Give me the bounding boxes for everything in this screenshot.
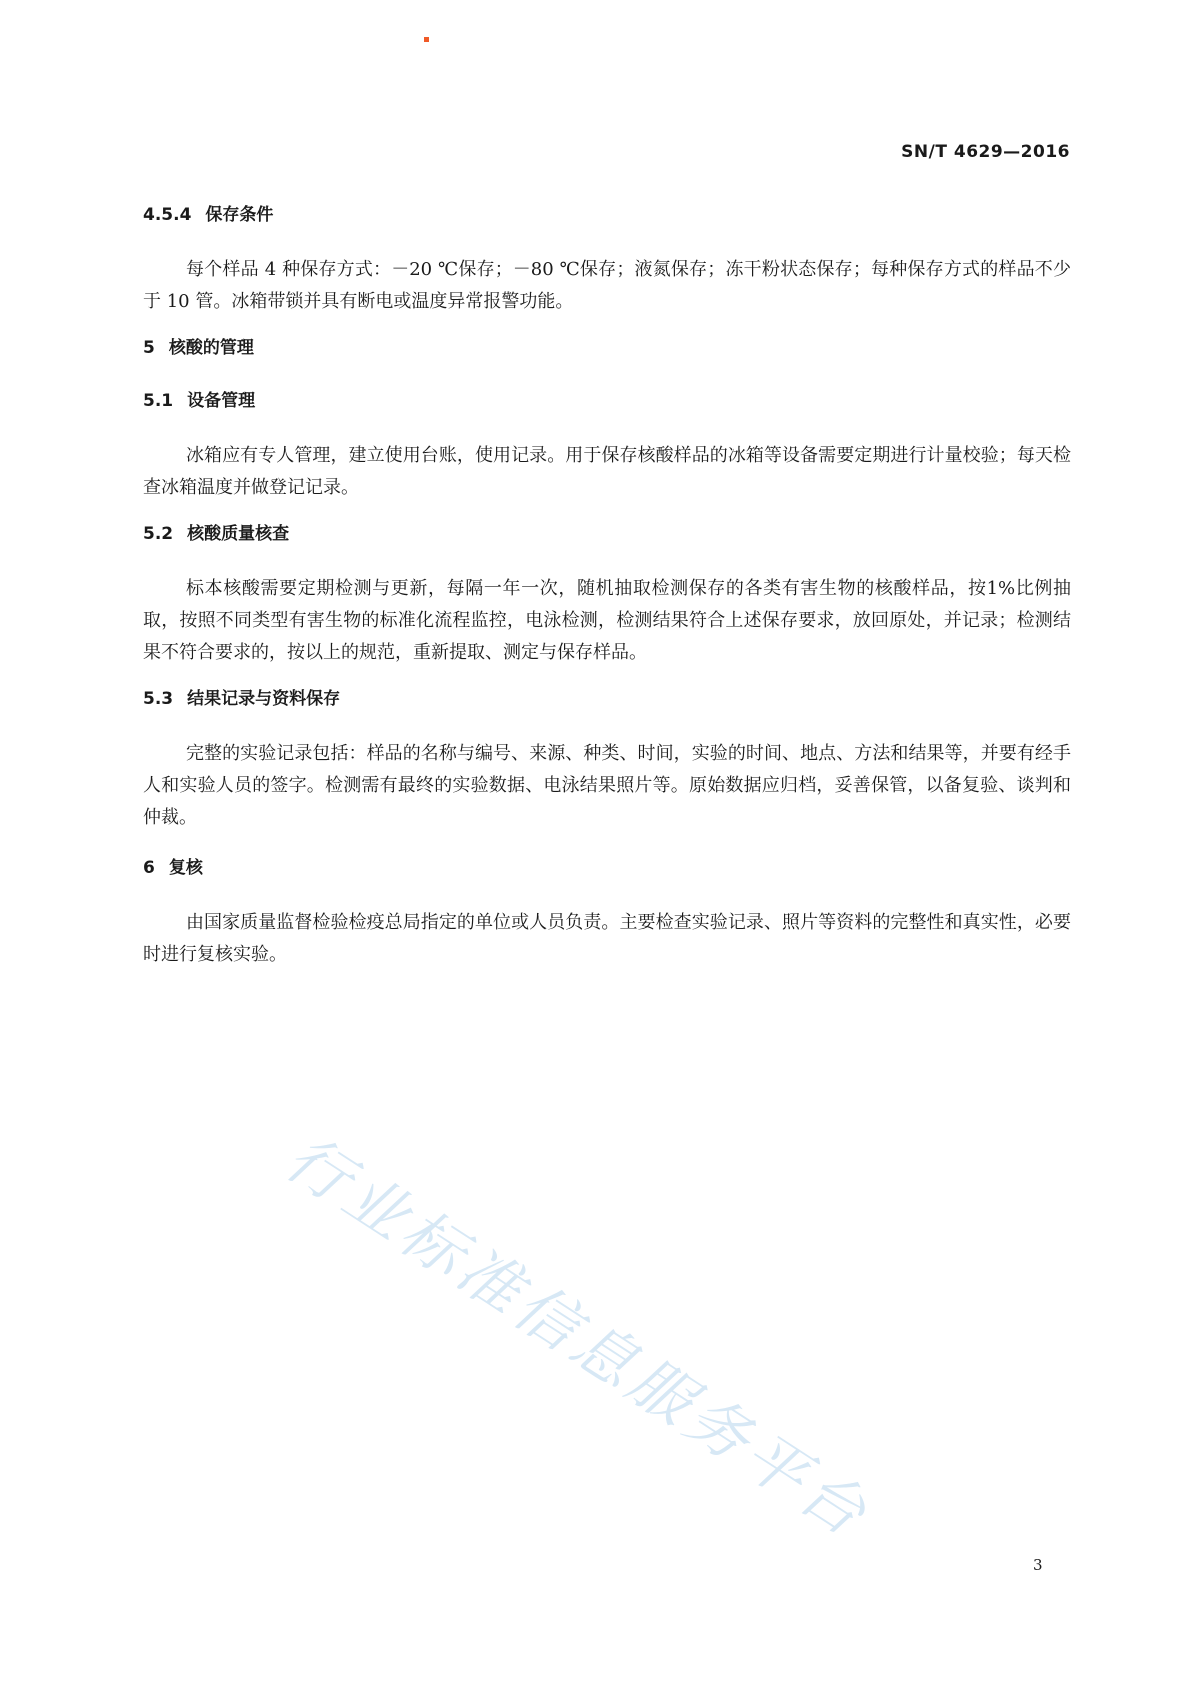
section-paragraph-5-3: 完整的实验记录包括：样品的名称与编号、来源、种类、时间，实验的时间、地点、方法和结果等，并要有经手人和实验人员的签字。检测需有最终的实验数据、电泳结果照片等。原始数据应归档，妥善保管，以备复验、谈判和仲裁。 <box>143 743 1071 828</box>
section-title: 复核 <box>168 858 203 878</box>
section-number: 5.1 <box>143 391 174 411</box>
standard-code: SN/T 4629—2016 <box>901 142 1070 162</box>
page-number: 3 <box>1033 1556 1043 1574</box>
section-paragraph-5-2: 标本核酸需要定期检测与更新，每隔一年一次，随机抽取检测保存的各类有害生物的核酸样品，按1%比例抽取，按照不同类型有害生物的标准化流程监控，电泳检测，检测结果符合上述保存要求，放回原处，并记录；检测结果不符合要求的，按以上的规范，重新提取、测定与保存样品。 <box>143 578 1071 663</box>
section-heading-6 <box>143 853 203 878</box>
section-paragraph-4-5-4: 每个样品 4 种保存方式：－20 ℃保存；－80 ℃保存；液氮保存；冻干粉状态保存；每种保存方式的样品不少于 10 管。冰箱带锁并具有断电或温度异常报警功能。 <box>143 259 1071 312</box>
section-title: 核酸的管理 <box>168 338 254 358</box>
section-number: 6 <box>143 858 155 878</box>
section-heading-4-5-4 <box>143 200 273 225</box>
section-title: 结果记录与资料保存 <box>187 689 341 709</box>
section-heading-5 <box>143 333 254 358</box>
section-heading-5-3 <box>143 684 340 709</box>
corner-marker <box>424 37 429 42</box>
section-heading-5-1 <box>143 386 255 411</box>
watermark-text: 行业标准信息服务平台 <box>273 1120 884 1553</box>
section-paragraph-6: 由国家质量监督检验检疫总局指定的单位或人员负责。主要检查实验记录、照片等资料的完整性和真实性，必要时进行复核实验。 <box>143 912 1071 965</box>
section-number: 5.3 <box>143 689 174 709</box>
section-title: 核酸质量核查 <box>187 524 290 544</box>
section-title: 保存条件 <box>205 205 274 225</box>
section-title: 设备管理 <box>187 391 256 411</box>
section-number: 5.2 <box>143 524 174 544</box>
section-number: 4.5.4 <box>143 205 192 225</box>
section-paragraph-5-1: 冰箱应有专人管理，建立使用台账，使用记录。用于保存核酸样品的冰箱等设备需要定期进行计量校验；每天检查冰箱温度并做登记记录。 <box>143 445 1071 498</box>
section-heading-5-2 <box>143 519 289 544</box>
section-number: 5 <box>143 338 155 358</box>
